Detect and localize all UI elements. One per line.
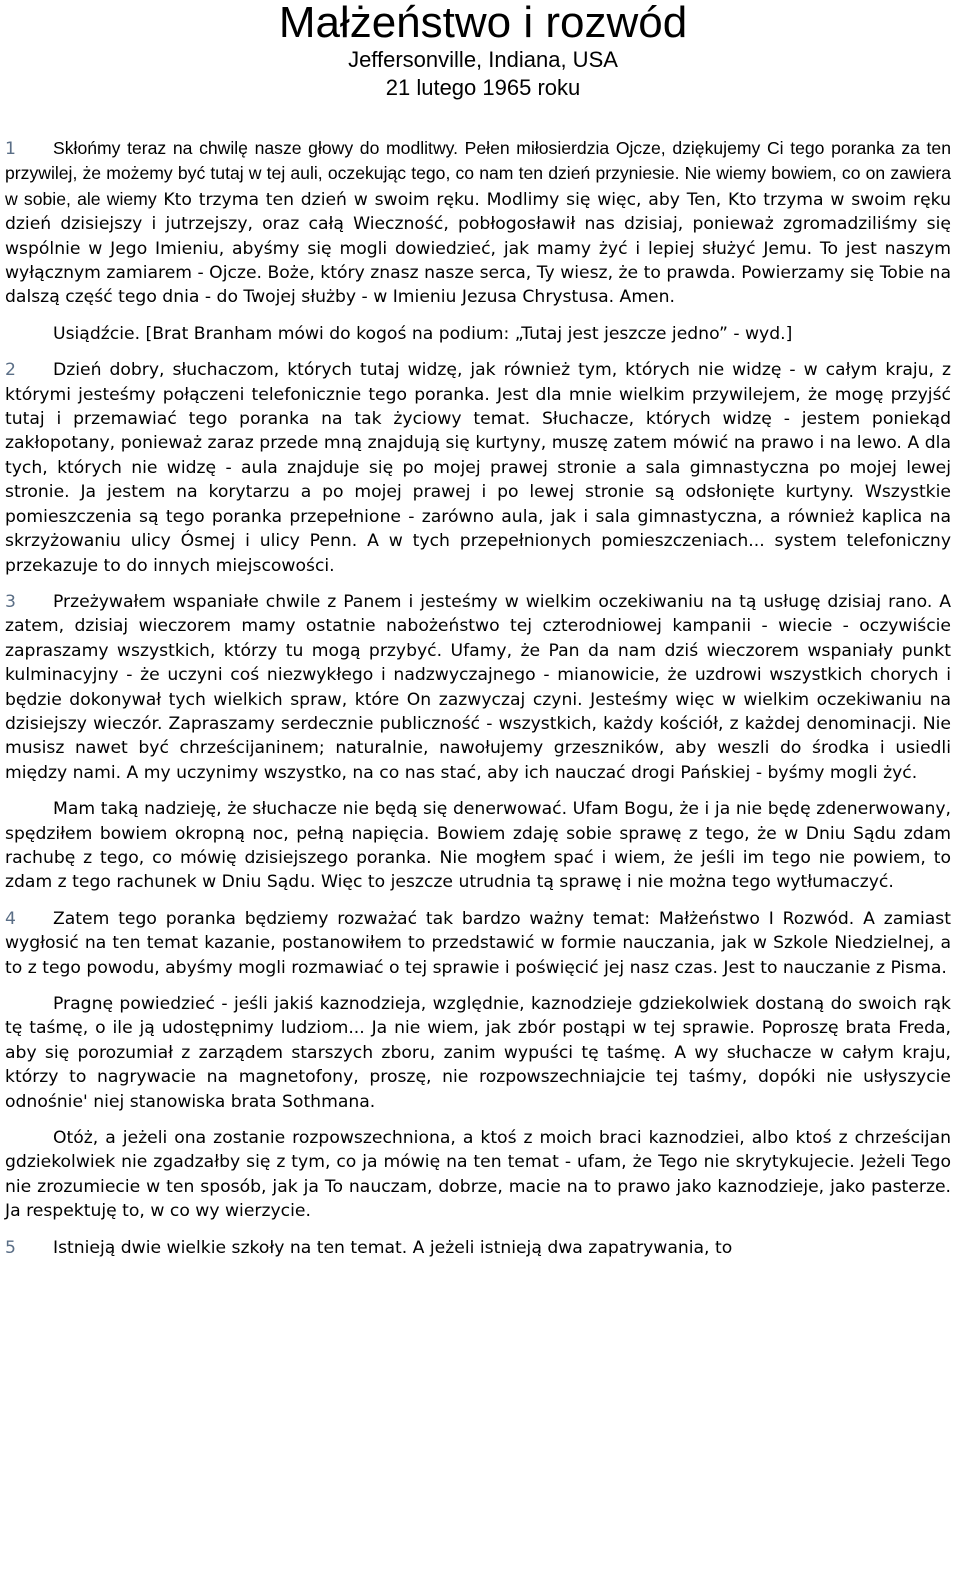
paragraph-text: Istnieją dwie wielkie szkoły na ten temat. A jeżeli istnieją dwa zapatrywania, to <box>53 1237 733 1258</box>
sermon-date: 21 lutego 1965 roku <box>385 75 581 100</box>
paragraph-5 <box>5 1236 951 1260</box>
paragraph-4 <box>5 907 951 980</box>
paragraph-4-continued-b <box>5 1126 951 1224</box>
paragraph-text-arial: Skłońmy teraz na chwilę nasze głowy do modlitwy. Pełen miłosierdzia Ojcze, dziękujemy Ci tego poranka za ten przywilej, że możemy być tutaj w tej auli, oczekując tego, co nam ten dzień przyniesie. Nie wiemy bowiem, co on zawiera w sobie, ale wiemy <box>5 138 951 209</box>
document-page <box>5 0 951 1272</box>
paragraph-text: Przeżywałem wspaniałe chwile z Panem i jesteśmy w wielkim oczekiwaniu na tą usługę dzisiaj rano. A zatem, dzisiaj wieczorem mamy ostatnie nabożeństwo tej czterodniowej kampanii - wiecie - oczywiście zapraszamy wszystkich, którzy tu mogą przybyć. Ufamy, że Pan da nam dziś wieczorem wspaniały punkt kulminacyjny - że uczyni coś niezwykłego i nadzwyczajnego - mianowicie, że uzdrowi wszystkich chorych i będzie dokonywał tych wielkich spraw, które On zazwyczaj czyni. Jesteśmy więc w wielkim oczekiwaniu na dzisiejszy wieczór. Zapraszamy serdecznie publiczność - wszystkich, każdy kościół, z każdej denominacji. Nie musisz nawet być chrześcijaninem; naturalnie, nawołujemy grzeszników, aby weszli do środka i usiedli między nami. A my uczynimy wszystko, na co nas stać, aby ich nauczać drogi Pańskiej - byśmy mogli żyć. <box>5 591 951 783</box>
paragraph-number: 5 <box>5 1237 16 1258</box>
paragraph-text: Zatem tego poranka będziemy rozważać tak bardzo ważny temat: Małżeństwo I Rozwód. A zamiast wygłosić na ten temat kazanie, postanowiłem to przedstawić w formie nauczania, jak w Szkole Niedzielnej, a to z tego powodu, abyśmy mogli rozmawiać o tej sprawie i poświęcić jej nasz czas. Jest to nauczanie z Pisma. <box>5 908 951 978</box>
paragraph-number: 2 <box>5 360 16 381</box>
paragraph-text: Usiądźcie. [Brat Branham mówi do kogoś na podium: „Tutaj jest jeszcze jedno” - wyd.] <box>53 323 793 344</box>
paragraph-text: Kto trzyma ten dzień w swoim ręku. Modlimy się więc, aby Ten, Kto trzyma w swoim ręku dzień dzisiejszy i jutrzejszy, oraz całą Wieczność, pobłogosławił nas dzisiaj, ponieważ zgromadziliśmy się wspólnie w Jego Imieniu, abyśmy się mogli dowiedzieć, jak mamy żyć i lepiej służyć Jemu. To jest naszym wyłącznym zamiarem - Ojcze. Boże, który znasz nasze serca, Ty wiesz, że to prawda. Powierzamy się Tobie na dalszą część tego dnia - do Twojej służby - w Imieniu Jezusa Chrystusa. Amen. <box>5 189 951 308</box>
paragraph-text: Mam taką nadzieję, że słuchacze nie będą się denerwować. Ufam Bogu, że i ja nie będę zdenerwowany, spędziłem bowiem okropną noc, pełną napięcia. Bowiem zdaję sobie sprawę z tego, że w Dniu Sądu zdam rachubę z tego, co mówię dzisiejszego poranka. Nie mogłem spać i wiem, że jeśli im tego nie powiem, to zdam z tego rachunek w Dniu Sądu. Więc to jeszcze utrudnia tą sprawę i nie można tego wytłumaczyć. <box>5 799 951 893</box>
paragraph-1 <box>5 136 951 310</box>
paragraph-2 <box>5 358 951 578</box>
paragraph-text: Pragnę powiedzieć - jeśli jakiś kaznodzieja, względnie, kaznodzieje gdziekolwiek dostaną do swoich rąk tę taśmę, o ile ją udostępnimy ludziom... Ja nie wiem, jak zbór postąpi w tej sprawie. Poproszę brata Freda, aby się porozumiał z zarządem starszych zboru, zanim wypuści tę taśmę. A wy słuchacze w całym kraju, którzy to nagrywacie na magnetofony, proszę, nie rozpowszechniajcie tej taśmy, dopóki nie usłyszycie odnośnie' niej stanowiska brata Sothmana. <box>5 994 951 1112</box>
paragraph-3 <box>5 590 951 785</box>
paragraph-text: Otóż, a jeżeli ona zostanie rozpowszechniona, a ktoś z moich braci kaznodziei, albo ktoś z chrześcijan gdziekolwiek nie zgadzałby się z tym, co ja mówię na ten temat - ufam, że Tego nie skrytykujecie. Jeżeli Tego nie zrozumiecie w ten sposób, jak ja To nauczam, dobrze, macie na to prawo jako kaznodzieje, jako pasterze. Ja respektuję to, w co wy wierzycie. <box>5 1128 951 1222</box>
document-title: Małżeństwo i rozwód <box>278 0 688 47</box>
paragraph-number: 1 <box>5 139 16 159</box>
paragraph-4-continued-a <box>5 992 951 1114</box>
document-body <box>5 136 951 1260</box>
paragraph-number: 3 <box>5 591 16 612</box>
sermon-place: Jeffersonville, Indiana, USA <box>348 47 618 72</box>
document-header <box>15 0 951 102</box>
paragraph-1-continued <box>5 322 951 346</box>
paragraph-3-continued <box>5 797 951 895</box>
paragraph-text: Dzień dobry, słuchaczom, których tutaj widzę, jak również tym, których nie widzę - w całym kraju, z którymi jesteśmy połączeni telefonicznie tego poranka. Jest dla mnie wielkim przywilejem, że mogę przyjść tutaj i przemawiać tego poranka na tak życiowy temat. Słuchacze, których widzę - jestem poniekąd zakłopotany, ponieważ zaraz przede mną znajdują się kurtyny, muszę zatem mówić na prawo i na lewo. A dla tych, których nie widzę - aula znajduje się po mojej prawej stronie a sala gimnastyczna po mojej lewej stronie. Ja jestem na korytarzu a po mojej prawej i po lewej stronie są odsłonięte kurtyny. Wszystkie pomieszczenia są tego poranka przepełnione - zarówno aula, jak i sala gimnastyczna, a również kaplica na skrzyżowaniu ulicy Ósmej i ulicy Penn. A w tych przepełnionych pomieszczeniach... system telefoniczny przekazuje to do innych miejscowości. <box>5 360 951 576</box>
paragraph-number: 4 <box>5 908 16 929</box>
